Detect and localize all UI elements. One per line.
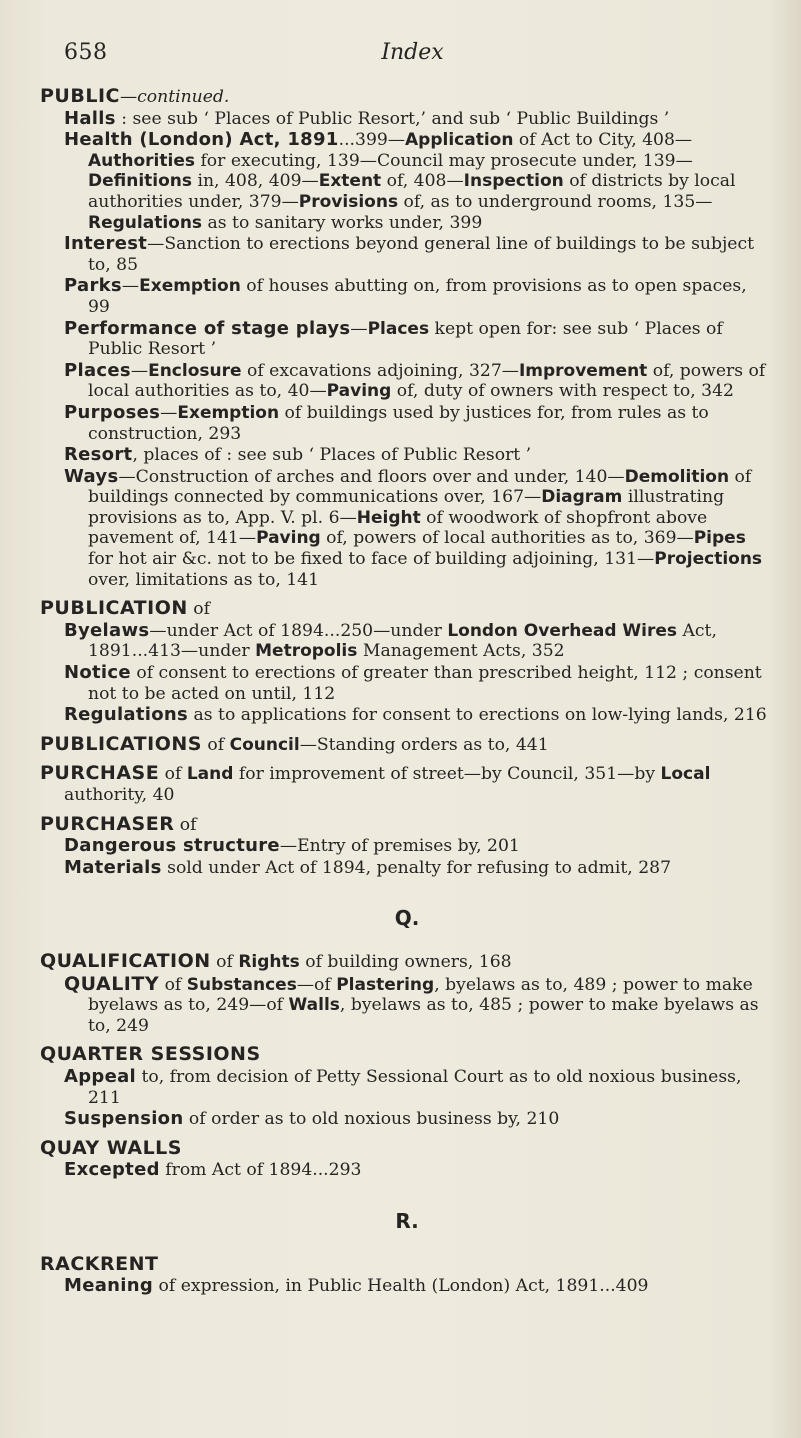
index-heading-qualification: QUALIFICATION of Rights of building owners, 168: [40, 949, 512, 972]
index-entry-meaning: Meaning of expression, in Public Health (London) Act, 1891...409: [64, 1275, 649, 1297]
page-header: [64, 40, 761, 70]
continued-note: —continued.: [119, 87, 230, 107]
index-entry-performance: Performance of stage plays—Places kept open for: see sub ‘ Places of Public Resort ’: [64, 317, 723, 360]
index-entry-health-act: Health (London) Act, 1891...399—Application of Act to City, 408—Authorities for executing, 139—Council may prosecute under, 139—Definitions in, 408, 409—Extent of, 408—Inspection of districts by local authorities under, 379—Provisions of, as to underground rooms, 135—Regulations as to sanitary works under, 399: [64, 129, 736, 233]
index-heading-quay-walls: QUAY WALLS: [40, 1136, 182, 1159]
index-entry-suspension: Suspension of order as to old noxious business by, 210: [64, 1108, 560, 1130]
index-entry-halls: Halls : see sub ‘ Places of Public Resort,’ and sub ‘ Public Buildings ’: [64, 107, 670, 129]
running-head: Index: [381, 40, 444, 65]
index-entry-parks: Parks—Exemption of houses abutting on, from provisions as to open spaces, 99: [64, 275, 747, 317]
index-entry-appeal: Appeal to, from decision of Petty Sessional Court as to old noxious business, 211: [64, 1065, 742, 1108]
section-letter-r: R.: [395, 1208, 419, 1233]
index-heading-quarter-sessions: QUARTER SESSIONS: [40, 1043, 261, 1066]
index-entry-notice: Notice of consent to erections of greater than prescribed height, 112 ; consent not to be acted on until, 112: [64, 662, 762, 704]
index-heading-publications: PUBLICATIONS of Council—Standing orders as to, 441: [40, 732, 549, 755]
page-number: 658: [64, 40, 108, 65]
index-heading-public: [40, 86, 774, 108]
index-entry-byelaws: Byelaws—under Act of 1894...250—under London Overhead Wires Act, 1891...413—under Metropolis Management Acts, 352: [64, 619, 717, 662]
index-entry-materials: Materials sold under Act of 1894, penalty for refusing to admit, 287: [64, 856, 672, 878]
index-entry-places: Places—Enclosure of excavations adjoining, 327—Improvement of, powers of local authorities as to, 40—Paving of, duty of owners with respect to, 342: [64, 359, 766, 402]
index-entry-interest: Interest—Sanction to erections beyond general line of buildings to be subject to, 85: [64, 233, 755, 275]
index-entry-dangerous-structure: Dangerous structure—Entry of premises by, 201: [64, 835, 520, 857]
index-heading-purchase: PURCHASE of Land for improvement of street—by Council, 351—by Local authority, 40: [40, 762, 711, 805]
heading-text: PUBLIC: [40, 85, 120, 107]
index-entry-resort: Resort, places of : see sub ‘ Places of Public Resort ’: [64, 444, 532, 466]
index-entry-excepted: Excepted from Act of 1894...293: [64, 1159, 362, 1181]
index-heading-publication: PUBLICATION of: [40, 597, 210, 620]
index-heading-quality: QUALITY of Substances—of Plastering, byelaws as to, 489 ; power to make byelaws as to, 249—of Walls, byelaws as to, 485 ; power to make byelaws as to, 249: [64, 972, 759, 1036]
index-heading-purchaser: PURCHASER of: [40, 812, 197, 835]
index-heading-rackrent: RACKRENT: [40, 1252, 159, 1275]
section-letter-q: Q.: [394, 906, 420, 931]
index-entry-regulations: Regulations as to applications for consent to erections on low-lying lands, 216: [64, 704, 767, 726]
index-content: [40, 86, 774, 1297]
index-entry-ways: Ways—Construction of arches and floors over and under, 140—Demolition of buildings connected by communications over, 167—Diagram illustrating provisions as to, App. V. pl. 6—Height of woodwork of shopfront above pavement of, 141—Paving of, powers of local authorities as to, 369—Pipes for hot air &c. not to be fixed to face of building adjoining, 131—Projections over, limitations as to, 141: [64, 465, 763, 590]
index-entry-purposes: Purposes—Exemption of buildings used by justices for, from rules as to construction, 293: [64, 401, 709, 444]
